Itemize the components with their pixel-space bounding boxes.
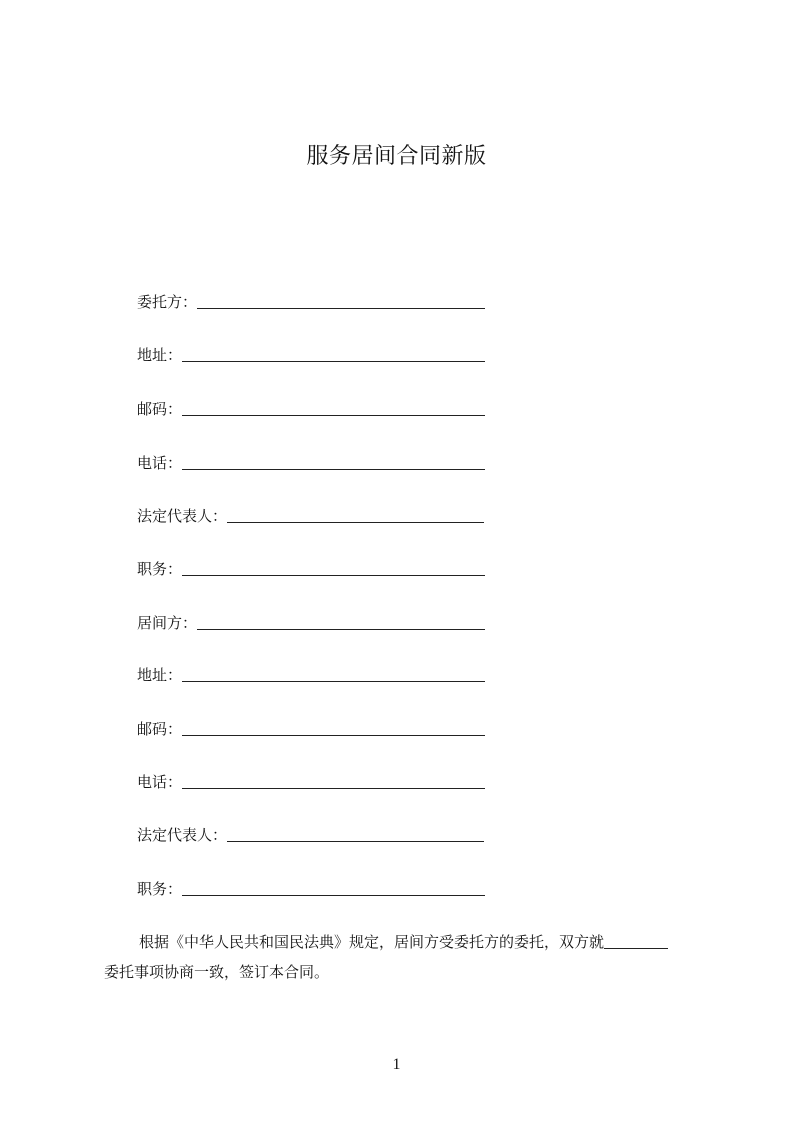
matter-blank: [604, 933, 668, 949]
client-postcode-label: 邮码：: [137, 400, 183, 418]
preamble-text-before-blank: 根据《中华人民共和国民法典》规定，居间方受委托方的委托，双方就: [139, 933, 605, 951]
preamble-text-after-blank: 委托事项协商一致，签订本合同。: [104, 963, 330, 981]
intermediary-legal-rep-label: 法定代表人：: [137, 826, 228, 844]
client-phone-field: [137, 451, 485, 473]
client-address-field: [137, 343, 485, 365]
intermediary-postcode-label: 邮码：: [137, 720, 183, 738]
client-postcode-blank: [182, 400, 485, 416]
intermediary-legal-rep-field: [137, 823, 484, 845]
client-address-label: 地址：: [137, 346, 183, 364]
client-name-blank: [197, 293, 485, 309]
intermediary-address-field: [137, 663, 485, 685]
page-number: 1: [392, 1056, 401, 1073]
intermediary-position-field: [137, 877, 485, 899]
document-title: 服务居间合同新版: [306, 144, 487, 169]
client-phone-label: 电话：: [137, 454, 183, 472]
preamble-paragraph: [104, 927, 704, 987]
client-address-blank: [182, 346, 485, 362]
intermediary-position-label: 职务：: [137, 880, 183, 898]
client-position-blank: [182, 560, 485, 576]
intermediary-phone-label: 电话：: [137, 773, 183, 791]
intermediary-name-field: [137, 611, 485, 633]
client-postcode-field: [137, 397, 485, 419]
intermediary-postcode-field: [137, 717, 485, 739]
client-legal-rep-field: [137, 504, 484, 526]
intermediary-address-label: 地址：: [137, 666, 183, 684]
client-position-field: [137, 557, 485, 579]
client-name-field: [137, 290, 485, 312]
intermediary-postcode-blank: [182, 720, 485, 736]
intermediary-phone-blank: [182, 773, 485, 789]
client-name-label: 委托方：: [137, 293, 198, 311]
client-position-label: 职务：: [137, 560, 183, 578]
intermediary-phone-field: [137, 770, 485, 792]
client-legal-rep-label: 法定代表人：: [137, 507, 228, 525]
intermediary-name-label: 居间方：: [137, 614, 198, 632]
client-legal-rep-blank: [227, 507, 484, 523]
intermediary-name-blank: [197, 614, 485, 630]
client-phone-blank: [182, 454, 485, 470]
intermediary-address-blank: [182, 666, 485, 682]
intermediary-legal-rep-blank: [227, 826, 484, 842]
intermediary-position-blank: [182, 880, 485, 896]
